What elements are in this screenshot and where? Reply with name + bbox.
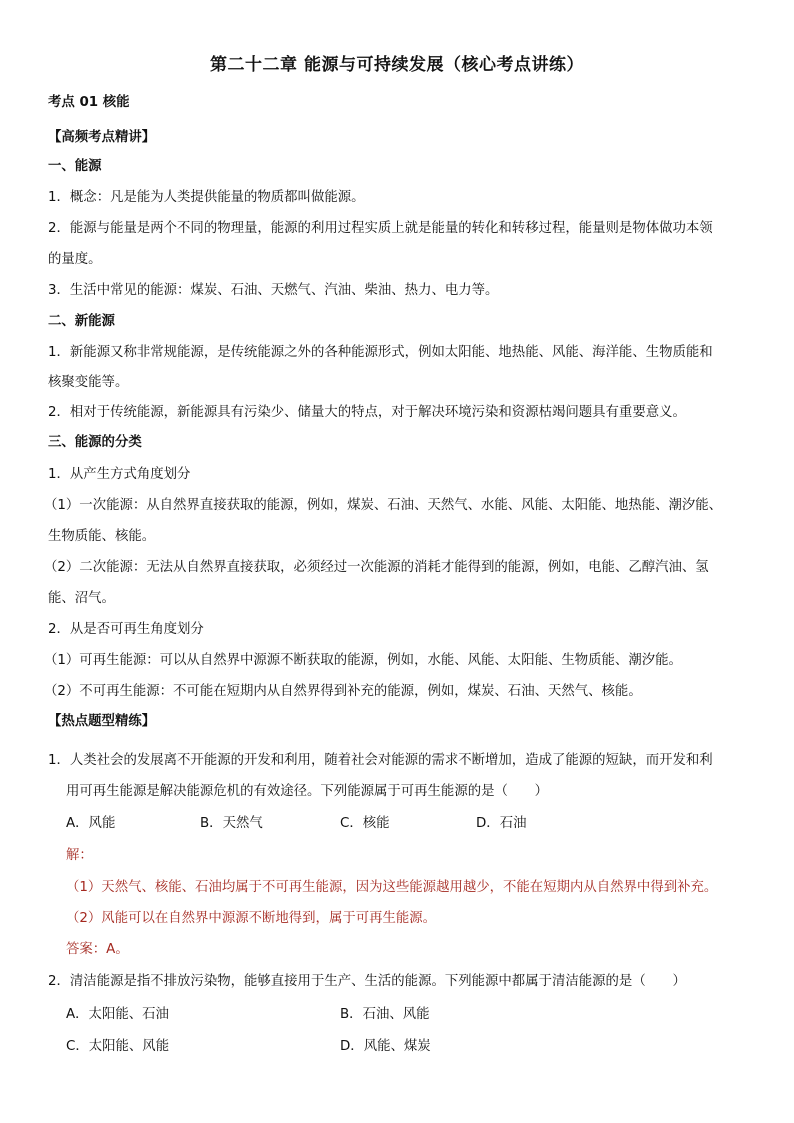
- paragraph: （1）可再生能源：可以从自然界中源源不断获取的能源，例如，水能、风能、太阳能、生物质能、潮汐能。: [44, 653, 682, 668]
- paragraph: 能、沼气。: [48, 591, 115, 606]
- q1-option-b: B．天然气: [200, 816, 263, 831]
- q1-answer: 答案：A。: [66, 942, 129, 957]
- q1-option-a: A．风能: [66, 816, 116, 831]
- paragraph: 3．生活中常见的能源：煤炭、石油、天燃气、汽油、柴油、热力、电力等。: [48, 283, 499, 298]
- paragraph: 1．新能源又称非常规能源，是传统能源之外的各种能源形式，例如太阳能、地热能、风能、海洋能、生物质能和: [48, 345, 713, 360]
- paragraph: 核聚变能等。: [48, 375, 129, 390]
- q1-solution-label: 解：: [66, 848, 93, 863]
- paragraph: 的量度。: [48, 252, 102, 267]
- q1-solution-line: （2）风能可以在自然界中源源不断地得到，属于可再生能源。: [66, 911, 437, 926]
- q2-option-c: C．太阳能、风能: [66, 1039, 170, 1054]
- paragraph: 生物质能、核能。: [48, 529, 156, 544]
- question-1-stem: 用可再生能源是解决能源危机的有效途径。下列能源属于可再生能源的是（ ）: [66, 784, 549, 799]
- question-2-stem: 2．清洁能源是指不排放污染物，能够直接用于生产、生活的能源。下列能源中都属于清洁能源的是（ ）: [48, 974, 686, 989]
- section-3-heading: 三、能源的分类: [48, 435, 142, 450]
- paragraph: 2．相对于传统能源，新能源具有污染少、储量大的特点，对于解决环境污染和资源枯竭问题具有重要意义。: [48, 405, 686, 420]
- chapter-title: 第二十二章 能源与可持续发展（核心考点讲练）: [210, 55, 584, 75]
- q2-option-d: D．风能、煤炭: [340, 1039, 431, 1054]
- section-jingjiang-heading: 【高频考点精讲】: [48, 130, 156, 145]
- section-lianxi-heading: 【热点题型精练】: [48, 714, 156, 729]
- q1-solution-line: （1）天然气、核能、石油均属于不可再生能源，因为这些能源越用越少，不能在短期内从自然界中得到补充。: [66, 880, 718, 895]
- q1-option-d: D．石油: [476, 816, 527, 831]
- paragraph: （2）二次能源：无法从自然界直接获取，必须经过一次能源的消耗才能得到的能源，例如，电能、乙醇汽油、氢: [44, 560, 709, 575]
- q1-option-c: C．核能: [340, 816, 390, 831]
- section-1-heading: 一、能源: [48, 159, 102, 174]
- paragraph: （2）不可再生能源：不可能在短期内从自然界得到补充的能源，例如，煤炭、石油、天然气、核能。: [44, 684, 642, 699]
- paragraph: 2．从是否可再生角度划分: [48, 622, 204, 637]
- q2-option-b: B．石油、风能: [340, 1007, 430, 1022]
- q2-option-a: A．太阳能、石油: [66, 1007, 169, 1022]
- paragraph: 1．从产生方式角度划分: [48, 467, 191, 482]
- paragraph: 2．能源与能量是两个不同的物理量，能源的利用过程实质上就是能量的转化和转移过程，能量则是物体做功本领: [48, 221, 713, 236]
- kaodian-heading: 考点 01 核能: [48, 95, 130, 110]
- question-1-stem: 1．人类社会的发展离不开能源的开发和利用，随着社会对能源的需求不断增加，造成了能源的短缺，而开发和利: [48, 753, 713, 768]
- section-2-heading: 二、新能源: [48, 314, 115, 329]
- paragraph: （1）一次能源：从自然界直接获取的能源，例如，煤炭、石油、天然气、水能、风能、太阳能、地热能、潮汐能、: [44, 498, 723, 513]
- paragraph: 1．概念：凡是能为人类提供能量的物质都叫做能源。: [48, 190, 365, 205]
